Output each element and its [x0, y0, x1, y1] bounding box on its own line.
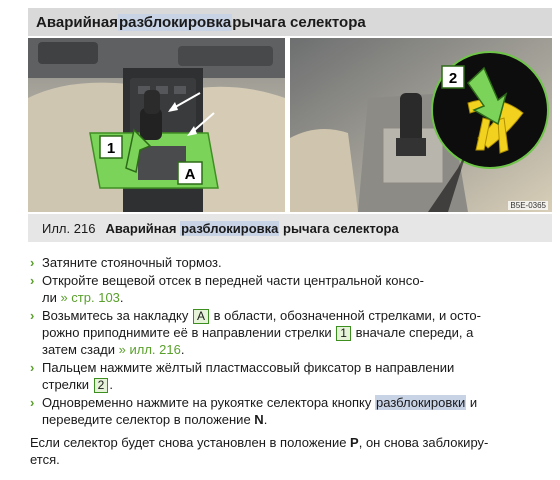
title-text-pre: Аварийная — [36, 13, 118, 31]
step-2-text-a: Откройте вещевой отсек в передней части центральной консо- — [42, 273, 424, 288]
step-5-text-b: и — [466, 395, 478, 410]
caption-title — [105, 221, 398, 236]
step-3-text-c: рожно приподнимите её в направлении стрелки — [42, 325, 336, 340]
figure-link[interactable]: » илл. 216 — [118, 342, 181, 357]
step-5-text-c: переведите селектор в положение — [42, 412, 255, 427]
label-2-text: 2 — [448, 70, 458, 87]
section-title — [28, 8, 552, 36]
step-2-text-b: ли — [42, 290, 61, 305]
caption-number: Илл. 216 — [42, 220, 96, 236]
step-arrow-icon: › — [30, 308, 35, 323]
step-5-bold: N — [254, 412, 264, 427]
note-bold: P — [350, 435, 359, 450]
step-5-text-d: . — [263, 412, 268, 427]
step-4-text-a: Пальцем нажмите жёлтый пластмассовый фиксатор в направлении — [42, 360, 455, 375]
step-item — [30, 272, 550, 306]
label-a-text: A — [184, 166, 196, 183]
step-arrow-icon: › — [30, 395, 35, 410]
step-arrow-icon: › — [30, 360, 35, 375]
note-text-a: Если селектор будет снова установлен в положение — [30, 435, 351, 450]
step-3-text-a: Возьмитесь за накладку — [42, 308, 193, 323]
step-4-text-c: . — [109, 377, 113, 392]
step-4-text-b: стрелки — [42, 377, 93, 392]
step-5-highlight: разблокировки — [376, 395, 466, 410]
figure-caption — [28, 214, 552, 242]
callout-label-1 — [100, 136, 122, 158]
callout-label-2 — [442, 66, 464, 88]
label-a-box: A — [193, 309, 209, 324]
step-item — [30, 394, 550, 428]
illustration-figure — [28, 38, 552, 212]
step-2-text-c: . — [119, 290, 124, 305]
caption-title-pre: Аварийная — [105, 220, 181, 236]
instruction-steps — [30, 254, 550, 429]
step-arrow-icon: › — [30, 255, 35, 270]
step-item — [30, 254, 550, 271]
step-3-text-d: вначале спереди, а — [351, 325, 474, 340]
caption-title-post: рычага селектора — [279, 220, 399, 236]
step-arrow-icon: › — [30, 273, 35, 288]
title-text-post: рычага селектора — [232, 13, 366, 31]
callout-label-a — [178, 162, 202, 184]
page-link[interactable]: » стр. 103 — [60, 290, 120, 305]
note-text-b: , он снова заблокиру- — [358, 435, 489, 450]
title-text-highlight: разблокировка — [118, 13, 232, 31]
figure-code: B5E-0365 — [510, 201, 546, 210]
step-5-text-a: Одновременно нажмите на рукоятке селектора кнопку — [42, 395, 375, 410]
closing-note — [30, 434, 550, 468]
illustration-svg — [28, 38, 552, 212]
label-1-text: 1 — [106, 140, 116, 157]
step-item — [30, 359, 550, 393]
note-text-c: ется. — [30, 452, 60, 467]
step-1-text: Затяните стояночный тормоз. — [42, 255, 222, 270]
label-2-box: 2 — [94, 378, 109, 393]
step-3-text-e: затем сзади — [42, 342, 119, 357]
step-item — [30, 307, 550, 358]
step-3-text-b: в области, обозначенной стрелками, и осто- — [210, 308, 481, 323]
step-3-text-f: . — [180, 342, 185, 357]
label-1-box: 1 — [336, 326, 351, 341]
caption-title-highlight: разблокировка — [181, 220, 279, 236]
